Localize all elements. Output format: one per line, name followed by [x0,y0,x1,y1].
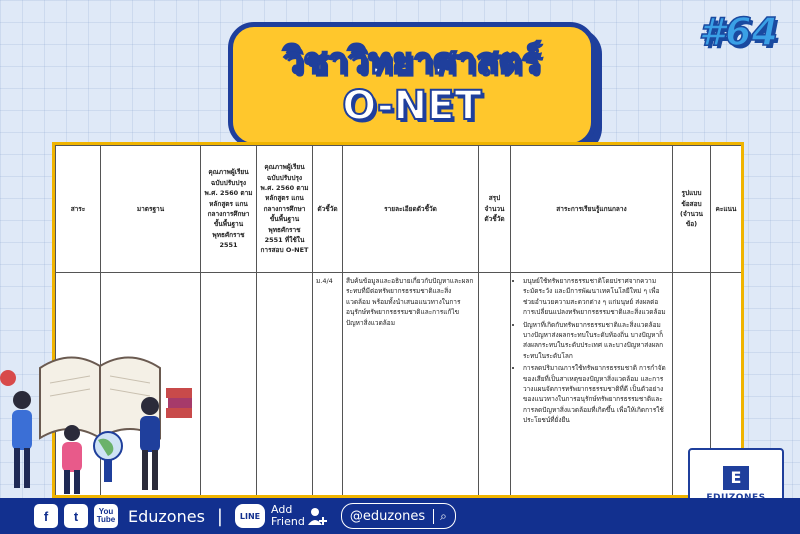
cell-learner-quality [201,273,257,499]
footer-divider: | [216,505,223,527]
add-friend-line2: Friend [271,515,305,528]
students-book-illustration [0,328,200,498]
youtube-label-bottom: Tube [96,515,116,524]
col-header-indicator-detail: รายละเอียดตัวชี้วัด [343,146,479,273]
twitter-icon[interactable]: t [64,504,88,528]
episode-number: #64 [698,10,778,54]
book-stack-icon [166,388,192,418]
person-middle-icon [62,425,82,494]
list-item: • การลดปริมาณการใช้ทรัพยากรธรรมชาติ การกำจัดของเสียที่เป็นสาเหตุของปัญหาสิ่งแวดล้อม และการวางแผนจัดการทรัพยากรธรรมชาติที่ดี เป็นตัวอย่างของแนวทางในการอนุรักษ์ทรัพยากรธรรมชาติและการลดปัญหาสิ่งแวดล้อมที่เกิดขึ้น เพื่อให้เกิดการใช้ประโยชน์ที่ยั่งยืน [523,363,669,425]
title-banner [228,22,596,148]
core-content-list [514,276,669,425]
youtube-label-top: You [98,507,114,516]
list-item: • ปัญหาที่เกิดกับทรัพยากรธรรมชาติและสิ่งแวดล้อมบางปัญหาส่งผลกระทบในระดับท้องถิ่น บางปัญหาก็ส่งผลกระทบในระดับประเทศ และบางปัญหาส่งผลกระทบในระดับโลก [523,320,669,362]
cell-indicator: ม.4/4 [313,273,343,499]
col-header-indicator-count: สรุป จำนวน ตัวชี้วัด [479,146,511,273]
search-icon[interactable]: ⌕ [433,509,447,524]
footer-bar [0,498,800,534]
apple-icon [0,370,16,386]
col-header-indicator: ตัวชี้วัด [313,146,343,273]
social-handle: @eduzones [349,508,426,524]
col-header-strand: สาระ [56,146,101,273]
subject-title: วิชาวิทยาศาสตร์ [283,41,541,82]
col-header-core-content: สาระการเรียนรู้แกนกลาง [511,146,673,273]
col-header-learner-quality-onet: คุณภาพผู้เรียน ฉบับปรับปรุง พ.ศ. 2560 ตามหลักสูตร แกนกลางการศึกษา ขั้นพื้นฐาน พุทธศักราช 2551 ที่ใช้ในการสอบ O-NET [257,146,313,273]
list-item: • มนุษย์ใช้ทรัพยากรธรรมชาติโดยปราศจากความระมัดระวัง และมีการพัฒนาเทคโนโลยีใหม่ ๆ เพื่อช่วยอำนวยความสะดวกต่าง ๆ แก่มนุษย์ ส่งผลต่อการเปลี่ยนแปลงทรัพยากรธรรมชาติและสิ่งแวดล้อม [523,276,669,318]
cell-core-content [511,273,673,499]
line-icon[interactable]: LINE [235,504,265,528]
cell-indicator-detail: สืบค้นข้อมูลและอธิบายเกี่ยวกับปัญหาและผลกระทบที่มีต่อทรัพยากรธรรมชาติและสิ่งแวดล้อม พร้อมทั้งนำเสนอแนวทางในการอนุรักษ์ทรัพยากรธรรมชาติและการแก้ไขปัญหาสิ่งแวดล้อม [343,273,479,499]
col-header-exam-format: รูปแบบ ข้อสอบ (จำนวน ข้อ) [673,146,711,273]
header-row [56,146,742,273]
add-person-icon [307,506,327,526]
logo-mark: E [723,466,749,490]
exam-title: O-NET [342,83,482,129]
globe-icon [94,432,122,482]
col-header-score: คะแนน [711,146,742,273]
col-header-standard: มาตรฐาน [101,146,201,273]
add-friend-label[interactable] [271,504,305,527]
cell-indicator-count [479,273,511,499]
social-handle-search[interactable] [341,503,456,529]
add-friend-line1: Add [271,503,293,517]
youtube-icon[interactable] [94,504,118,528]
facebook-icon[interactable]: f [34,504,58,528]
cell-learner-quality-onet [257,273,313,499]
person-left-icon [12,391,32,488]
brand-name: Eduzones [128,506,205,526]
person-right-icon [140,397,160,490]
col-header-learner-quality: คุณภาพผู้เรียน ฉบับปรับปรุง พ.ศ. 2560 ตามหลักสูตร แกนกลางการศึกษา ขั้นพื้นฐาน พุทธศักราช 2551 [201,146,257,273]
